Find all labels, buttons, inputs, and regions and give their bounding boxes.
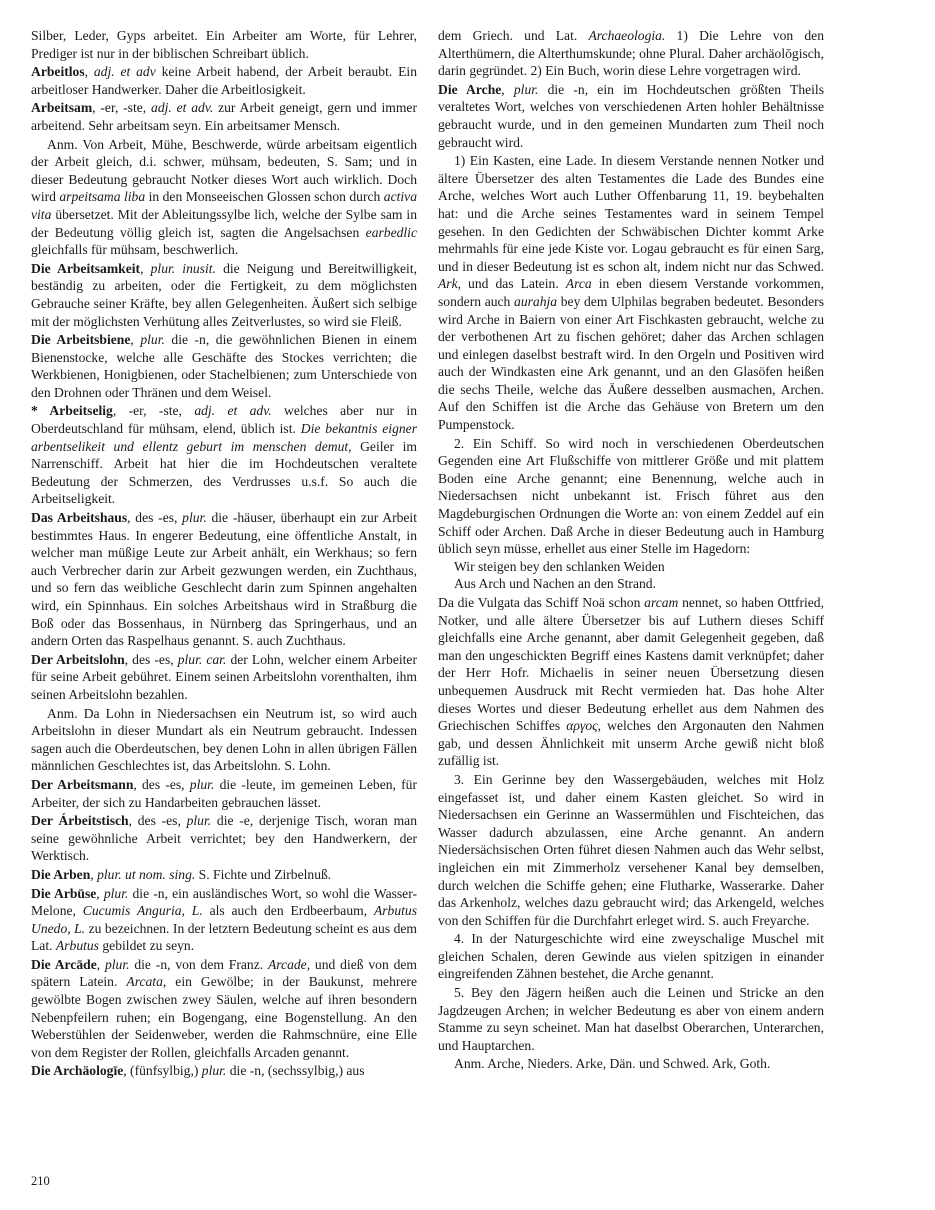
italic-text: Arbutus Unedo, L. [31,903,418,936]
body-text: , [96,956,105,972]
italic-text: plur. [182,510,207,526]
italic-text: Ark, [438,276,462,292]
body-text: der Lohn, welcher einem Arbeiter für seine Arbeit gebühret. Einem seinen Arbeitslohn vorenthalten, ihm seinen Arbeitslohn bezahlen. [31,651,417,702]
annotation-paragraph [438,435,824,558]
left-column [31,27,417,1080]
verse-line [454,558,824,576]
body-text: die -n, ein im Hochdeutschen größten Theils veraltetes Wort, welches von verschiedenen Arten hohler Behältnisse gebraucht wurde, und in den gemeinen Mundarten zum Theil noch gebraucht wird. [438,81,825,150]
italic-text: Die bekantnis eigner arbentselikeit und ellentz geburt im menschen demut, [31,421,417,454]
italic-text: αργος, [566,718,602,734]
body-text: zur Arbeit geneigt, gern und immer arbeitend. Sehr arbeitsam seyn. Ein arbeitsamer Mensch. [31,100,417,133]
body-text: , des -es, [127,510,183,526]
body-text: S. Fichte und Zirbelnuß. [195,866,332,882]
dictionary-entry [31,27,417,62]
body-text: , des -es, [128,813,187,829]
italic-text: plur. [103,885,129,901]
right-column [438,27,824,1073]
body-text: keine Arbeit habend, der Arbeit beraubt. Ein arbeitloser Handwerker. Daher die Arbeitlosigkeit. [31,64,417,97]
italic-text: arcam [644,595,679,610]
entry-headword: Arbeitsam [31,100,93,116]
body-text: , [84,64,94,80]
italic-text: plur. [201,1063,227,1079]
entry-headword: Der Arbeitsmann [31,776,134,792]
body-text: Anm. Da Lohn in Niedersachsen ein Neutrum ist, so wird auch Arbeitslohn in dieser Mundart als ein Neutrum gebraucht. Indessen sagen auch die Oberdeutschen, bey denen Lohn in allen übrigen Fällen männlichen Geschlechtes ist, das Arbeitslohn. S. Lohn. [31,705,417,774]
body-text: bey dem Ulphilas begraben bedeutet. Besonders wird Arche in Baiern von einer Art Fischkasten gebraucht, welche zu der verbothenen Art zu fischen gehöret; daher das Archen schlagen und einlegen daselbst bestraft wird. In den Orgeln und Positiven wird auch der Windkasten eine Ark genannt, und an den Glasöfen heißen die sechs Theile, welche das Äußere desselben ausmachen, Archen. Auf den Schiffen ist die Arche das Gehäuse von Bretern um den Pumpenstock. [438,293,824,433]
body-text: 2. Ein Schiff. So wird noch in verschiedenen Oberdeutschen Gegenden eine Art Flußschiffe von mittlerer Größe und mit plattem Boden eine Arche genannt; eine Benennung, welche auch in Niedersachsen nicht unbekannt ist. Frisch führet aus den Magdeburgischen Ordnungen die Worte an: von einem Zeddel auf ein Schiff oder Archen. Daß Arche in dieser Bedeutung auch in Hamburg üblich seyn müsse, erhellet aus einer Stelle im Hagedorn: [438,435,824,557]
annotation-paragraph [31,705,417,775]
body-text: 3. Ein Gerinne bey den Wassergebäuden, welches mit Holz eingefasset ist, und daher einem Kasten gleichet. So wird in Niedersachsen ein Gerinne an Wassermühlen und Fischteichen, das Wasser dadurch abzulassen, eine Arche genannt. An andern Niedersächsischen Orten führet diesen Nahmen auch das Wehr selbst, ingleichen ein mit Zimmerholz versehener Kanal bey demselben, durch welchen die Schiffe gehen; eine Flutharke, Wasserarke. Daher das Arkenholz, welches dazu gebraucht wird; das Arkengeld, welches von den Schiffen für die Durchfahrt erleget wird. S. auch Freyarche. [438,771,824,928]
body-text: die Neigung und Bereitwilligkeit, beständig zu arbeiten, oder die Fertigkeit, zu dem möglichsten Gebrauche seiner Kräfte, bey allen Gelegenheiten. Äußert sich selbige mit der möglichsten Verhütung alles Zeitverlustes, so wird sie Fleiß. [31,260,418,329]
dictionary-entry [31,63,417,98]
body-text: nennet, so haben Ottfried, Notker, und alle ältere Übersetzer bis auf Luthern dieses Schiff gleichfalls eine Arche genannt, aber damit Gelegenheit gegeben, daß man den ungeschickten Begriff eines Kastens damit verknüpfet; daher der Herr Hofr. Michaelis in seiner neuen Übersetzung diesen unbequemen Ausdruck mit Recht vermieden hat. Das hohe Alter dieses Wortes und dieser Bedeutung erhellet aus dem Nahmen des Griechischen Schiffes [438,595,824,734]
dictionary-entry [31,885,417,955]
body-text: , [501,81,514,97]
italic-text: adj. et adv. [151,100,214,116]
body-text: Da die Vulgata das Schiff Noä schon [438,595,645,610]
body-text: , [140,260,151,276]
body-text: , -er, -ste, [112,403,195,419]
annotation-paragraph [31,136,417,259]
entry-headword: Arbeitlos [31,64,85,80]
body-text: Geiler im Narrenschiff. Arbeit hat hier die im Hochdeutschen veraltete Bedeutung der Schmerzen, des Verdrusses u.s.f. So auch die Arbeitseligkeit. [31,438,417,507]
body-text: die -n, (sechssylbig,) aus [226,1063,365,1079]
body-text: gebildet zu seyn. [98,938,195,954]
body-text: die -n, von dem Franz. [129,956,268,972]
dictionary-entry [31,812,417,865]
body-text: 1) Die Lehre von den Alterthümern, die Alterthumskunde; ohne Plural. Daher archäolōgisch, darin gegründet. 2) Ein Buch, worin diese Lehre vorgetragen wird. [438,28,824,79]
body-text: 5. Bey den Jägern heißen auch die Leinen und Stricke an den Jagdzeugen Archen; in welcher Bedeutung es aber von einem andern Stamme zu seyn scheinet. Man hat daselbst Oberarchen, Unterarchen, und Hauptarchen. [438,985,824,1053]
dictionary-entry [31,866,417,884]
italic-text: Cucumis Anguria, L. [82,903,203,919]
italic-text: Archaeologia. [588,28,666,43]
italic-text: aurahja [514,293,558,309]
body-text: Wir steigen bey den schlanken Weiden [454,558,665,574]
body-text: welches aber nur in Oberdeutschland für mühsam, elend, üblich ist. [31,403,417,437]
dictionary-entry [31,331,417,401]
body-text: in eben diesem Verstande vorkommen, sondern auch [438,276,824,309]
italic-text: plur. inusit. [150,260,216,276]
entry-headword: Die Archäologīe [31,1063,124,1079]
body-text: 1) Ein Kasten, eine Lade. In diesem Verstande nennen Notker und ältere Übersetzer des alten Testamentes die Lade des Bundes eine Arche, welches Wort auch Luther Offenbarung 11, 19. beybehalten hat: und die Arche seines Testamentes ward in seinem Tempel gesehen. In den Gedichten der Schwäbischen Dichter kommt Arke mehrmahls für eine jede Kiste vor. Logau gebraucht es für einen Sarg, und in dieser Bedeutung ist es schon alt, indem nicht nur das Schwed. [438,153,824,274]
body-text: ein Gewölbe; in der Baukunst, mehrere gewölbte Bogen zwischen zwey Säulen, welche auf ihren besondern Nebenpfeilern ruhen; ein Bogengang, eine Bogenstellung. An den Weberstühlen der Seidenweber, werden die Rahmschnüre, eine Elle von dem Register der Rollen, gleichfalls Arcaden genannt. [31,974,417,1060]
body-text: zu bezeichnen. In der letztern Bedeutung scheint es aus dem Lat. [31,920,418,954]
italic-text: activa vita [31,189,417,222]
body-text: Silber, Leder, Gyps arbeitet. Ein Arbeiter am Worte, für Lehrer, Prediger ist nur in der biblischen Schreibart üblich. [31,28,417,61]
verse-line [454,575,824,593]
italic-text: plur. [104,956,130,972]
annotation-paragraph [438,930,824,983]
italic-text: plur. [140,332,165,348]
body-text: die -n, die gewöhnlichen Bienen in einem Bienenstocke, welche alle Geschäfte des Stockes verrichten; die Werkbienen, Honigbienen, oder Stachelbienen; zum Unterschiede von den Drohnen oder Thränen und dem Weisel. [31,332,417,400]
body-text: welches den Argonauten den Nahmen gab, und dessen Ähnlichkeit mit unserm Arche gewiß nicht bloß zufällig ist. [438,718,824,769]
dictionary-entry [31,260,417,330]
italic-text: Arbutus [55,938,99,954]
italic-text: plur. ut nom. sing. [97,866,196,882]
body-text: in den Monseeischen Glossen schon durch [145,189,384,205]
body-text: Anm. Von Arbeit, Mühe, Beschwerde, würde arbeitsam eigentlich der Arbeit gleich, d.i. schwer, mühsam, bedeuten, S. Sam; und in dieser Bedeutung gebraucht Notker dieses Wort auch wirklich. Doch wird [31,136,417,205]
body-text: die -e, derjenige Tisch, woran man seine gewöhnliche Arbeit verrichtet; bey den Handwerkern, der Werktisch. [31,813,418,864]
body-text: Anm. Arche, Nieders. Arke, Dän. und Schwed. Ark, Goth. [454,1056,771,1072]
dictionary-entry [438,594,824,770]
entry-headword: Die Arbeitsbiene [31,332,131,348]
body-text: Aus Arch und Nachen an den Strand. [454,576,656,592]
body-text: und dieß von dem spätern Latein. [31,956,417,990]
italic-text: plur. [513,81,539,97]
entry-headword: Die Arben [31,866,91,882]
italic-text: earbedlic [365,224,417,240]
dictionary-entry [31,509,417,650]
dictionary-entry [438,81,824,151]
entry-headword: Der Árbeitstisch [31,813,129,829]
italic-text: plur. [189,776,215,792]
entry-headword: Die Arbūse [31,885,97,901]
italic-text: Arca [565,276,592,292]
body-text: als auch den Erdbeerbaum, [202,903,374,919]
italic-text: arpeitsama liba [59,189,146,205]
annotation-paragraph [438,1055,824,1073]
body-text: , [90,866,98,882]
body-text: und das Latein. [461,276,566,292]
dictionary-entry [31,651,417,704]
body-text: , -er, -ste, [92,100,152,116]
dictionary-entry [31,1062,417,1080]
dictionary-entry [31,956,417,1062]
page-number: 210 [31,1174,50,1188]
dictionary-entry [31,776,417,811]
italic-text: Arcata, [126,974,167,990]
body-text: , des -es, [133,776,190,792]
italic-text: adj. et adv. [194,403,272,419]
body-text: gleichfalls für mühsam, beschwerlich. [31,242,239,258]
italic-text: plur. car. [177,651,227,667]
dictionary-entry [438,27,824,80]
italic-text: adj. et adv [93,64,156,80]
dictionary-entry [31,99,417,134]
annotation-paragraph [438,771,824,929]
italic-text: Arcade, [267,956,311,972]
entry-headword: Der Arbeitslohn [31,651,125,667]
body-text: die -häuser, überhaupt ein zur Arbeit bestimmtes Haus. In engerer Bedeutung, eine öffentliche Anstalt, in welcher man müßige Leute zur Arbeit anhält, ein Werkhaus; so fern auch Verbrecher darin zur Arbeit gezwungen werden, ein Zuchthaus, und so fern das weibliche Geschlecht darin zum Spinnen angehalten wird, ein Spinnhaus. Ein solches Arbeitshaus wird in Straßburg die Boß oder das Bossenhaus, in Nürnberg das Springerhaus, und an andern Orten das Raspelhaus genannt. S. auch Zuchthaus. [31,510,417,649]
body-text: 4. In der Naturgeschichte wird eine zweyschalige Muschel mit gleichen Schalen, deren Gewinde aus vielen spitzigen in einander eingreifenden Zähnen bestehet, die Arche genannt. [438,931,824,982]
entry-headword: Die Arche [438,81,502,97]
body-text: übersetzet. Mit der Ableitungssylbe lich, welche der Sylbe sam in der Bedeutung völlig gleich ist, sagten die Angelsachsen [31,206,417,240]
italic-text: plur. [186,813,212,829]
entry-headword: Die Arcāde [31,956,97,972]
body-text: , [96,885,104,901]
body-text: , des -es, [124,651,178,667]
body-text: die -n, ein ausländisches Wort, so wohl die Wasser-Melone, [31,885,417,919]
body-text: , (fünfsylbig,) [123,1063,202,1079]
entry-headword: * Arbeitselig [31,403,113,419]
annotation-paragraph [438,984,824,1054]
body-text: dem Griech. und Lat. [438,28,589,43]
entry-headword: Die Arbeitsamkeit [31,260,141,276]
body-text: , [130,332,141,348]
dictionary-entry [31,402,417,508]
body-text: die -leute, im gemeinen Leben, für Arbeiter, der sich zu Handarbeiten gebrauchen lässet. [31,776,417,810]
entry-headword: Das Arbeitshaus [31,510,128,526]
annotation-paragraph [438,152,824,434]
